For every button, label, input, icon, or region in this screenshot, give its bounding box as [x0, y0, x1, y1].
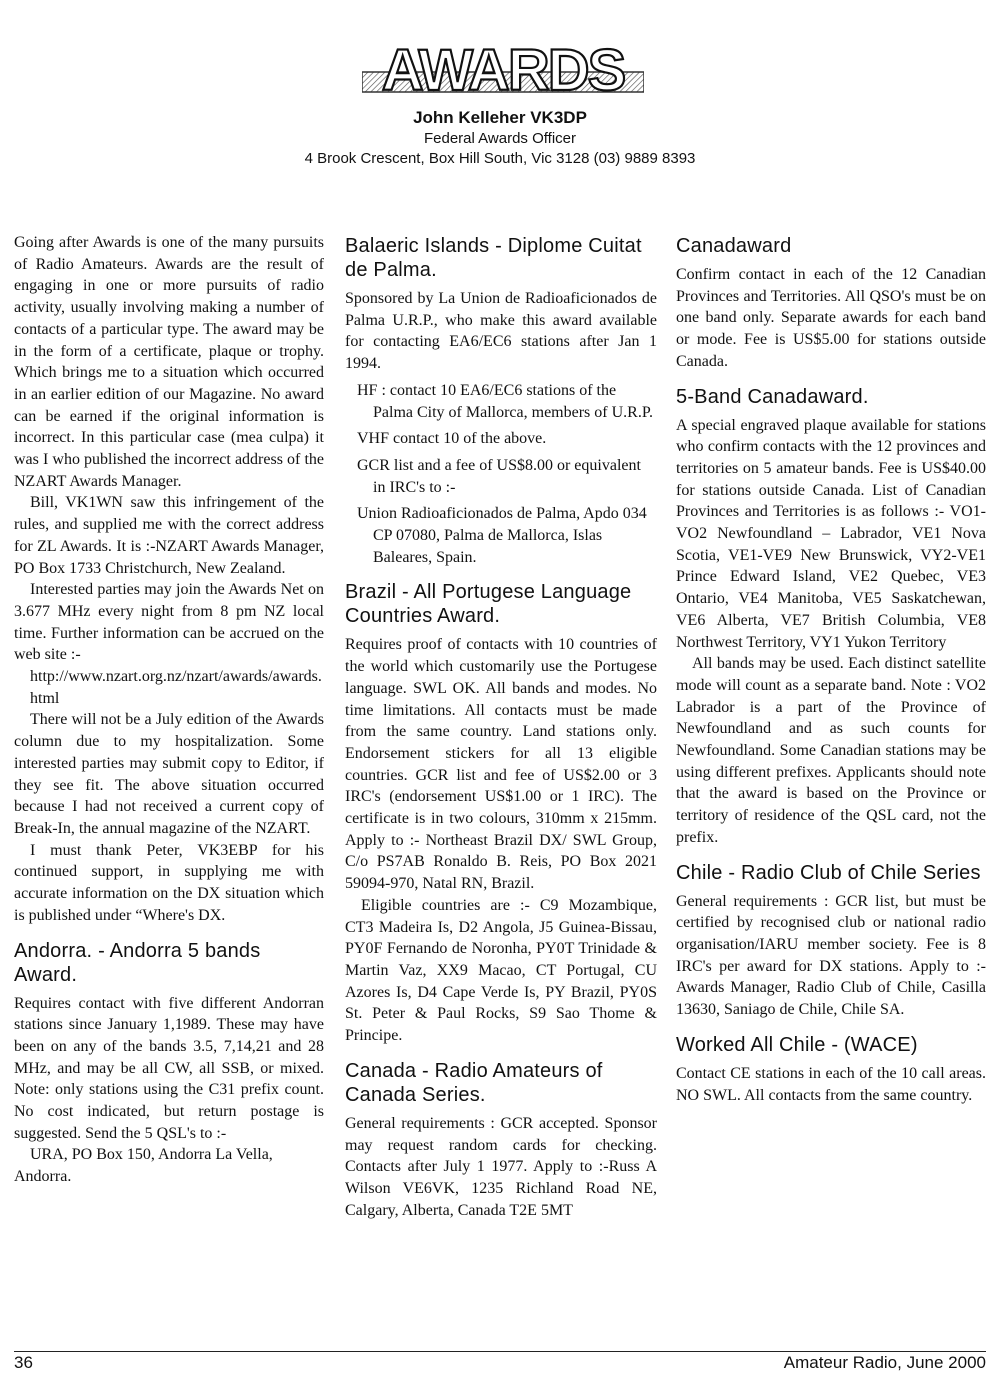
author-name: John Kelleher VK3DP	[413, 108, 587, 127]
paragraph: All bands may be used. Each distinct satellite mode will count as a separate band. Note : VO2 Labrador is a part of the Province of Newfoundland and as such counts for Newfoundland. Some Canadian stations may be using different prefixes. Applicants should note that the award is based on the Province or territory of residence of the QSL card, not the prefix.	[676, 655, 986, 846]
section-heading-wace: Worked All Chile - (WACE)	[676, 1033, 918, 1056]
section-heading-brazil: Brazil - All Portugese Language Countries Award.	[345, 581, 632, 628]
author-address: 4 Brook Crescent, Box Hill South, Vic 3128 (03) 9889 8393	[304, 150, 696, 167]
list-item: HF : contact 10 EA6/EC6 stations of the Palma City of Mallorca, members of U.R.P.	[357, 381, 653, 421]
paragraph: URA, PO Box 150, Andorra La Vella, Andorra.	[14, 1146, 273, 1186]
section-heading-andorra: Andorra. - Andorra 5 bands Award.	[14, 939, 261, 986]
paragraph: A special engraved plaque available for stations who confirm contacts with the 12 provinces and territories on 5 amateur bands. Fee is US$40.00 for stations outside Canada. List of Canadian Provinces and Territories is as follows :- VO1- VO2 Newfoundland – Labrador, VE1 Nova Scotia, VE1-VE9 New Brunswick, VY2-VE1 Prince Edward Island, VE2 Quebec, VE3 Ontario, VE4 Manitoba, VE5 Saskatchewan, VE6 Alberta, VE7 British Columbia, VE8 Northwest Territory, VY1 Yukon Territory	[676, 416, 986, 651]
paragraph: General requirements : GCR accepted. Sponsor may request random cards for checking. Contacts after July 1 1977. Apply to :-Russ A Wilson VE6VK, 1235 Richland Road NE, Calgary, Alberta, Canada T2E 5MT	[345, 1114, 657, 1219]
paragraph: General requirements : GCR list, but must be certified by recognised club or national radio organisation/IARU member society. Fee is 8 IRC's per award for DX stations. Apply to :-Awards Manager, Radio Club of Chile, Casilla 13630, Saniago de Chile, Chile SA.	[676, 892, 986, 1019]
list-item: Union Radioaficionados de Palma, Apdo 034 CP 07080, Palma de Mallorca, Islas Baleares, Spain.	[357, 505, 647, 566]
intro-paragraph: Going after Awards is one of the many pursuits of Radio Amateurs. Awards are the result of engaging in one or more pursuits of radio activity, usually involving making a number of contacts of a particular type. The award may be in the form of a certificate, plaque or trophy. Which brings me to a situation which occurred in an earlier edition of our Magazine. No award can be earned if the original information is incorrect. In this particular case (mea culpa) it was I who published the incorrect address of the NZART Awards Manager.	[14, 234, 324, 490]
section-heading-canada: Canada - Radio Amateurs of Canada Series.	[345, 1059, 603, 1106]
web-url: http://www.nzart.org.nz/nzart/awards/awards.html	[30, 668, 322, 707]
paragraph: There will not be a July edition of the Awards column due to my hospitalization. Some interested parties may submit copy to Editor, if they see fit. The above situation occurred because I had not received a current copy of Break-In, the annual magazine of the NZART.	[14, 711, 324, 837]
column-1	[14, 232, 324, 1188]
column-2	[345, 232, 657, 1221]
paragraph: Confirm contact in each of the 12 Canadian Provinces and Territories. All QSO's must be on one band only. Separate awards for each band or mode. Fee is US$5.00 for stations outside Canada.	[676, 266, 986, 370]
paragraph: I must thank Peter, VK3EBP for his continued support, in supplying me with accurate information on the DX situation which is published under “Where's DX.	[14, 841, 324, 924]
paragraph: Contact CE stations in each of the 10 call areas. NO SWL. All contacts from the same country.	[676, 1064, 986, 1104]
awards-logo-text: AWARDS	[381, 38, 625, 100]
section-heading-5-band-canadaward: 5-Band Canadaward.	[676, 385, 869, 408]
list-item: GCR list and a fee of US$8.00 or equivalent in IRC's to :-	[357, 456, 641, 496]
column-3	[676, 232, 986, 1106]
paragraph: Interested parties may join the Awards Net on 3.677 MHz every night from 8 pm NZ local time. Further information can be accrued on the web site :-	[14, 581, 324, 664]
paragraph: Sponsored by La Union de Radioaficionados de Palma U.R.P., who make this award available for contacting EA6/EC6 stations after Jan 1 1994.	[345, 290, 657, 373]
section-heading-balearic: Balaeric Islands - Diplome Cuitat de Palma.	[345, 235, 642, 281]
paragraph: Requires proof of contacts with 10 countries of the world which customarily use the Portugese language. SWL OK. All bands and modes. No time limitations. All contacts must be made from the same country. Land stations only. Endorsement stickers for all 13 eligible countries. GCR list and fee of US$2.00 or 3 IRC's (endorsement US$1.00 or 1 IRC). The certificate is in two colours, 310mm x 215mm. Apply to :- Northeast Brazil DX/ SWL Group, C/o PS7AB Ronaldo B. Reis, PO Box 2021 59094-970, Natal RN, Brazil.	[345, 636, 657, 893]
section-heading-chile: Chile - Radio Club of Chile Series	[676, 861, 981, 884]
footer-divider	[14, 1351, 986, 1352]
paragraph: Requires contact with five different Andorran stations since January 1,1989. These may have been on any of the bands 3.5, 7,14,21 and 28 MHz, and may be all CW, all SSB, or mixed. Note: only stations using the C31 prefix count. No cost indicated, but return postage is suggested. Send the 5 QSL's to :-	[14, 994, 324, 1142]
awards-logo	[362, 38, 644, 100]
paragraph: Bill, VK1WN saw this infringement of the rules, and supplied me with the correct address for ZL Awards. It is :-NZART Awards Manager, PO Box 1733 Christchurch, New Zealand.	[14, 494, 324, 577]
publication-info: Amateur Radio, June 2000	[783, 1353, 986, 1372]
list-item: VHF contact 10 of the above.	[357, 430, 547, 448]
section-heading-canadaward: Canadaward	[676, 235, 792, 257]
page-number: 36	[14, 1353, 33, 1372]
author-title: Federal Awards Officer	[423, 130, 576, 147]
paragraph: Eligible countries are :- C9 Mozambique, CT3 Madeira Is, D2 Angola, J5 Guinea-Bissau, PY0F Fernando de Noronha, PY0T Trinidade & Martin Vaz, XX9 Macao, CT Portugal, CU Azores Is, D4 Cape Verde Is, PY Brazil, PY0S St. Peter & Paul Rocks, S9 Sao Thome & Principe.	[345, 896, 657, 1045]
